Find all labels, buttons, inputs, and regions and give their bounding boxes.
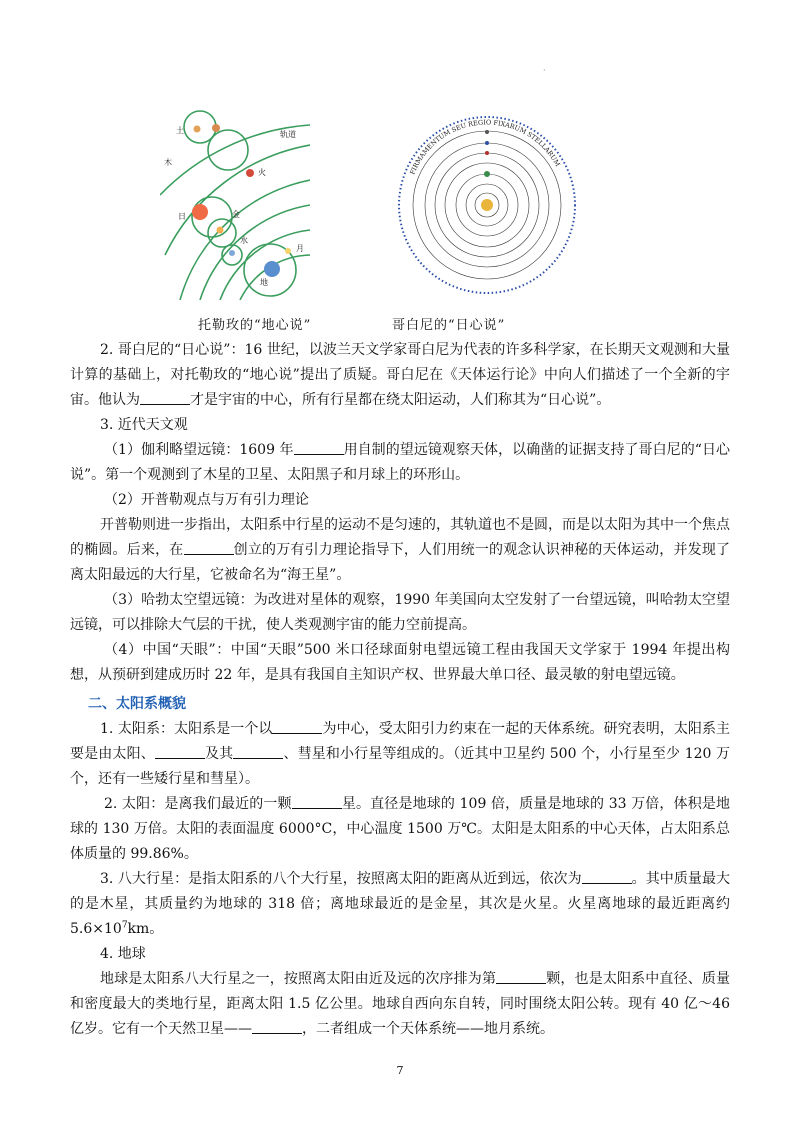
sun-icon <box>192 204 208 220</box>
caption-geocentric: 托勒玫的“地心说” <box>198 318 312 333</box>
top-mark: · <box>543 66 546 75</box>
geocentric-diagram <box>160 105 310 300</box>
answer-blank[interactable] <box>140 390 190 405</box>
paragraph-heliocentric: 2. 哥白尼的“日心说”：16 世纪，以波兰天文学家哥白尼为代表的许多科学家，在长期天文观测和大量计算的基础上，对托勒玫的“地心说”提出了质疑。哥白尼在《天体运行论》中向人们描述了一个全新的宇宙。他认为 才是宇宙的中心，所有行星都在绕太阳运动，人们称其为“日心说”。 <box>70 342 730 408</box>
venus-icon <box>217 227 224 234</box>
answer-blank[interactable] <box>233 744 283 759</box>
label-mars: 火 <box>258 168 266 177</box>
figure-captions <box>0 314 800 334</box>
heliocentric-diagram <box>392 105 582 300</box>
paragraph-kepler-heading: （2）开普勒观点与万有引力理论 <box>104 492 309 508</box>
mercury-icon <box>229 250 235 256</box>
page-number: 7 <box>396 1064 404 1077</box>
paragraph-hubble: （3）哈勃太空望远镜：为改进对星体的观察，1990 年美国向太空发射了一台望远镜，叫哈勃太空望远镜，可以排除大气层的干扰，使人类观测宇宙的能力空前提高。 <box>70 592 730 633</box>
answer-blank[interactable] <box>496 969 546 984</box>
label-earth: 地 <box>260 278 268 287</box>
label-venus: 金 <box>232 210 240 219</box>
answer-blank[interactable] <box>252 1019 302 1034</box>
mars-icon-right <box>485 151 489 155</box>
paragraph-solar-system: 1. 太阳系：太阳系是一个以 为中心，受太阳引力约束在一起的天体系统。研究表明，太阳系主要是由太阳、 及其 、彗星和小行星等组成的。（近其中卫星约 500 个，小行星至少 120 万个，还有一些矮行星和彗星）。 <box>70 721 731 787</box>
paragraph-kepler: 开普勒则进一步指出，太阳系中行星的运动不是匀速的，其轨道也不是圆，而是以太阳为其中一个焦点的椭圆。后来，在 创立的万有引力理论指导下，人们用统一的观念认识神秘的天体运动，并发现了离太阳最远的大行星，它被命名为“海王星”。 <box>70 517 731 583</box>
earth-icon-right <box>484 171 490 177</box>
jupiter-icon-right <box>485 141 489 145</box>
figures-row <box>160 105 630 310</box>
answer-blank[interactable] <box>272 719 322 734</box>
moon-icon <box>285 248 291 254</box>
answer-blank[interactable] <box>184 540 234 555</box>
section-title-solar-system: 二、太阳系概貌 <box>88 696 186 712</box>
paragraph-modern-astronomy: 3. 近代天文观 <box>100 417 188 433</box>
orbit-arc-2 <box>165 145 310 255</box>
paragraph-planets: 3. 八大行星：是指太阳系的八个大行星，按照离太阳的距离从近到远，依次为 。其中质量最大的是木星，其质量约为地球的 318 倍；离地球最近的是金星，其次是火星。火星离地球的最近距离约 $5.6\times 10^7km$。 <box>70 871 730 937</box>
saturn-icon <box>194 126 201 133</box>
label-jupiter: 木 <box>164 158 172 167</box>
paragraph-sun: 2. 太阳：是离我们最近的一颗 星。直径是地球的 109 倍，质量是地球的 33 万倍，体积是地球的 130 万倍。太阳的表面温度 6000°C，中心温度 1500 万℃。太阳是太阳系的中心天体，占太阳系总体质量的 99.86%。 <box>70 796 730 862</box>
answer-blank[interactable] <box>155 744 205 759</box>
epicycle-venus <box>208 219 236 247</box>
paragraph-earth: 地球是太阳系八大行星之一，按照离太阳由近及远的次序排为第 颗，也是太阳系中直径、质量和密度最大的类地行星，距离太阳 1.5 亿公里。地球自西向东自转，同时围绕太阳公转。现有 40 亿～46 亿岁。它有一个天然卫星—— ，二者组成一个天体系统——地月系统。 <box>70 971 731 1037</box>
epicycle-jupiter <box>208 130 248 170</box>
label-orbit: 轨道 <box>280 130 296 139</box>
answer-blank[interactable] <box>582 869 632 884</box>
paragraph-earth-heading: 4. 地球 <box>100 946 146 962</box>
answer-blank[interactable] <box>294 440 344 455</box>
body-text <box>70 338 730 1042</box>
earth-icon <box>264 261 280 277</box>
label-moon: 月 <box>296 244 304 253</box>
answer-blank[interactable] <box>292 794 342 809</box>
mars-icon <box>246 169 254 177</box>
label-mercury: 水 <box>240 236 248 245</box>
label-saturn: 土 <box>176 126 184 135</box>
sun-center-icon <box>481 199 493 211</box>
paragraph-fast: （4）中国“天眼”：中国“天眼”500 米口径球面射电望远镜工程由我国天文学家于 1994 年提出构想，从预研到建成历时 22 年，是具有我国自主知识产权、世界最大单口径、最灵敏的射电望远镜。 <box>70 642 730 683</box>
jupiter-icon <box>212 124 220 132</box>
saturn-icon-right <box>485 130 489 134</box>
label-sun: 日 <box>178 212 186 221</box>
caption-heliocentric: 哥白尼的“日心说” <box>392 318 506 333</box>
heliocentric-title: FIRMAMENTUM SEU REGIO FIXARUM STELLARUM <box>408 118 562 176</box>
paragraph-galileo: （1）伽利略望远镜：1609 年 用自制的望远镜观察天体，以确凿的证据支持了哥白尼的“日心说”。第一个观测到了木星的卫星、太阳黑子和月球上的环形山。 <box>70 442 730 483</box>
